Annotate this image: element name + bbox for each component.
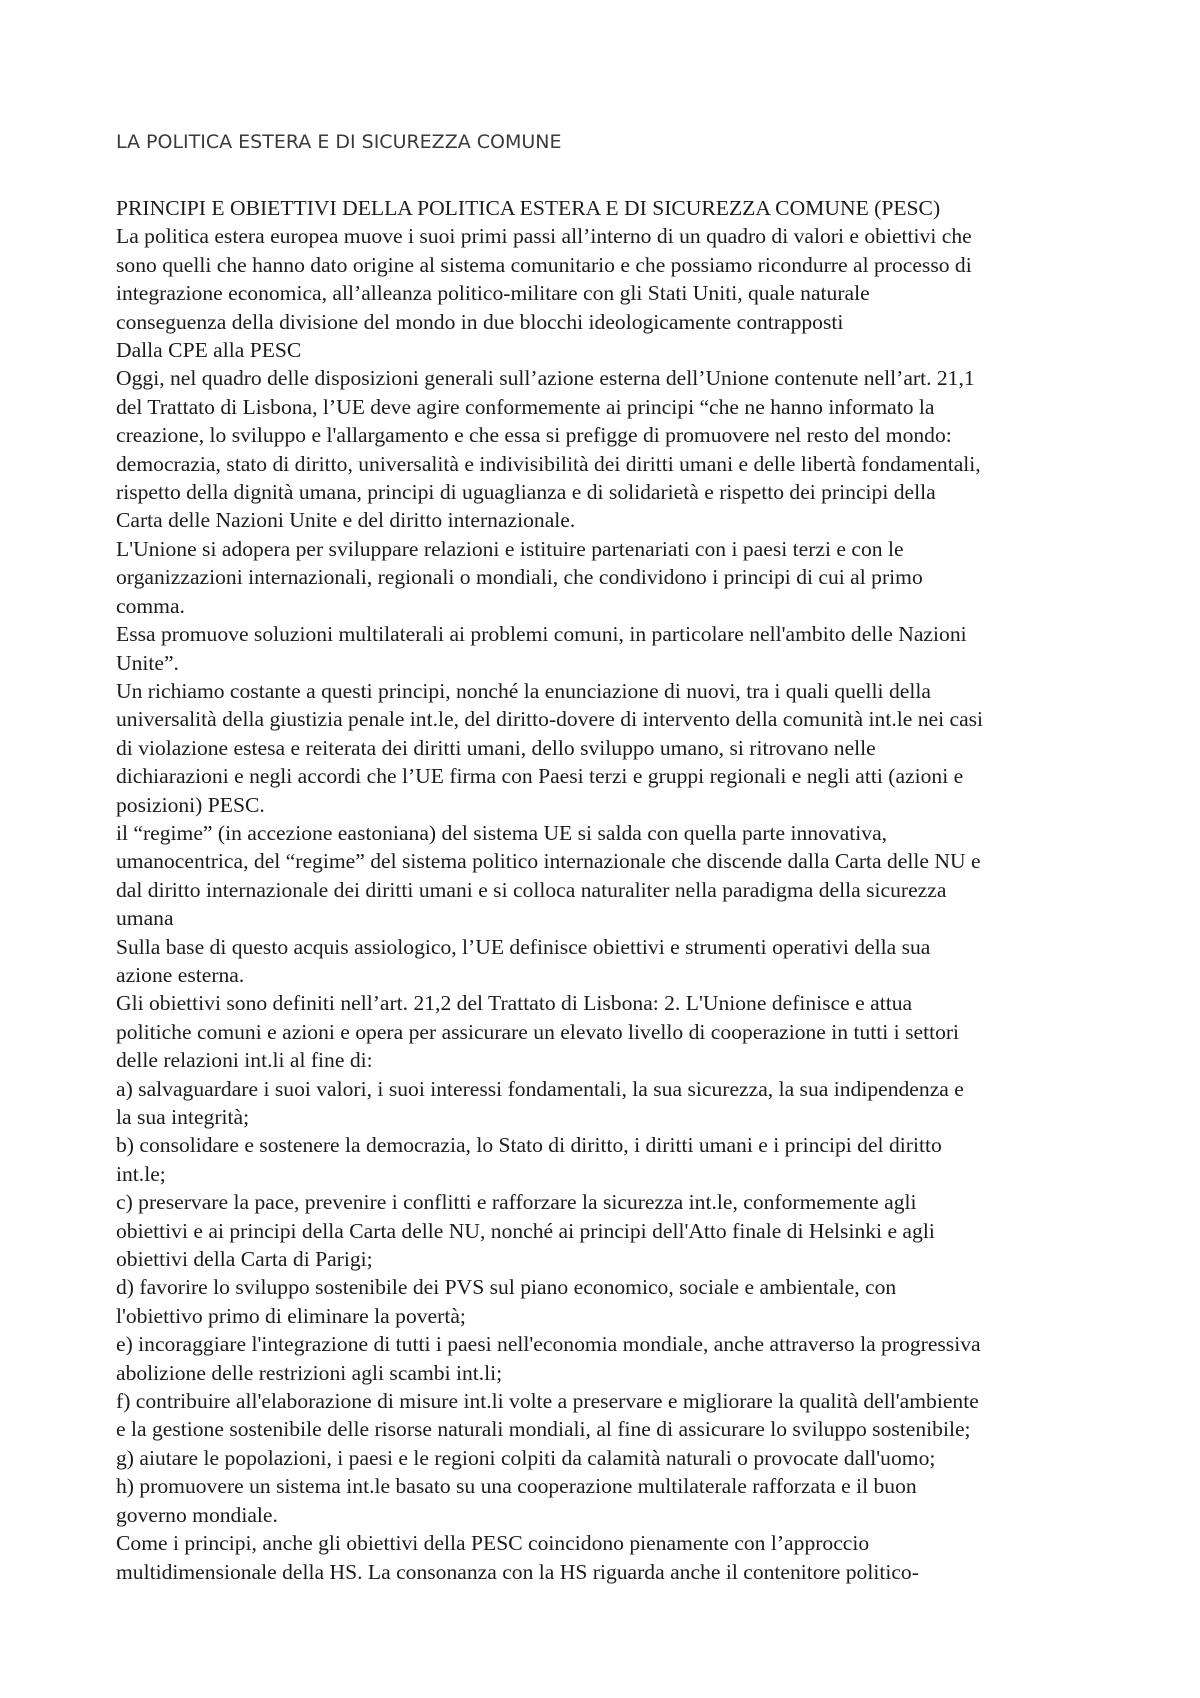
text-line: Carta delle Nazioni Unite e del diritto internazionale. [116,508,576,533]
text-line: c) preservare la pace, prevenire i conflitti e rafforzare la sicurezza int.le, conformemente agli [116,1190,917,1215]
text-line: rispetto della dignità umana, principi di uguaglianza e di solidarietà e rispetto dei principi della [116,480,936,505]
text-line: Come i principi, anche gli obiettivi della PESC coincidono pienamente con l’approccio [116,1531,870,1556]
text-line: Un richiamo costante a questi principi, nonché la enunciazione di nuovi, tra i quali quelli della [116,678,931,703]
text-line: di violazione estesa e reiterata dei diritti umani, dello sviluppo umano, si ritrovano nelle [116,735,876,760]
text-line: integrazione economica, all’alleanza politico-militare con gli Stati Uniti, quale naturale [116,281,870,306]
text-line: organizzazioni internazionali, regionali o mondiali, che condividono i principi di cui al primo [116,565,923,590]
document-title: LA POLITICA ESTERA E DI SICUREZZA COMUNE [116,131,562,153]
text-line: b) consolidare e sostenere la democrazia, lo Stato di diritto, i diritti umani e i principi del diritto [116,1133,942,1158]
text-line: a) salvaguardare i suoi valori, i suoi interessi fondamentali, la sua sicurezza, la sua indipendenza e [116,1076,964,1101]
text-line: umana [116,906,174,931]
text-line: Unite”. [116,650,179,675]
text-line: delle relazioni int.li al fine di: [116,1048,373,1073]
text-line: f) contribuire all'elaborazione di misure int.li volte a preservare e migliorare la qualità dell'ambiente [116,1389,979,1414]
text-line: dichiarazioni e negli accordi che l’UE firma con Paesi terzi e gruppi regionali e negli atti (azioni e [116,764,964,789]
text-line: Dalla CPE alla PESC [116,338,302,363]
text-line: posizioni) PESC. [116,792,265,817]
text-line: azione esterna. [116,962,245,987]
text-line: sono quelli che hanno dato origine al sistema comunitario e che possiamo ricondurre al processo di [116,252,972,277]
text-line: del Trattato di Lisbona, l’UE deve agire conformemente ai principi “che ne hanno informato la [116,394,935,419]
text-line: obiettivi della Carta di Parigi; [116,1247,373,1272]
text-line: PRINCIPI E OBIETTIVI DELLA POLITICA ESTERA E DI SICUREZZA COMUNE (PESC) [116,196,941,220]
text-line: abolizione delle restrizioni agli scambi int.li; [116,1360,503,1385]
text-line: e) incoraggiare l'integrazione di tutti i paesi nell'economia mondiale, anche attraverso la progressiva [116,1332,981,1357]
text-line: creazione, lo sviluppo e l'allargamento e che essa si prefigge di promuovere nel resto del mondo: [116,423,952,448]
text-line: governo mondiale. [116,1502,278,1527]
text-line: la sua integrità; [116,1105,250,1129]
text-line: d) favorire lo sviluppo sostenibile dei PVS sul piano economico, sociale e ambientale, con [116,1275,897,1300]
text-line: Gli obiettivi sono definiti nell’art. 21,2 del Trattato di Lisbona: 2. L'Unione definisce e attua [116,991,913,1016]
text-line: universalità della giustizia penale int.le, del diritto-dovere di intervento della comunità int.le nei casi [116,707,984,732]
text-line: obiettivi e ai principi della Carta delle NU, nonché ai principi dell'Atto finale di Helsinki e agli [116,1218,935,1243]
text-line: multidimensionale della HS. La consonanza con la HS riguarda anche il contenitore politico- [116,1559,919,1584]
text-line: umanocentrica, del “regime” del sistema politico internazionale che discende dalla Carta delle NU e [116,849,981,874]
text-line: g) aiutare le popolazioni, i paesi e le regioni colpiti da calamità naturali o provocate dall'uomo; [116,1445,936,1470]
text-line: politiche comuni e azioni e opera per assicurare un elevato livello di cooperazione in tutti i settori [116,1019,960,1044]
text-line: dal diritto internazionale dei diritti umani e si colloca naturaliter nella paradigma della sicurezza [116,877,947,902]
text-line: Oggi, nel quadro delle disposizioni generali sull’azione esterna dell’Unione contenute nell’art. 21,1 [116,366,975,391]
text-line: L'Unione si adopera per sviluppare relazioni e istituire partenariati con i paesi terzi e con le [116,536,904,561]
text-line: comma. [116,593,185,618]
document-body [116,194,1096,1586]
text-line: int.le; [116,1161,166,1186]
text-line: Essa promuove soluzioni multilaterali ai problemi comuni, in particolare nell'ambito delle Nazioni [116,622,967,647]
text-line: h) promuovere un sistema int.le basato su una cooperazione multilaterale rafforzata e il buon [116,1474,917,1499]
text-line: democrazia, stato di diritto, universalità e indivisibilità dei diritti umani e delle libertà fondamentali, [116,451,981,476]
text-line: e la gestione sostenibile delle risorse naturali mondiali, al fine di assicurare lo sviluppo sostenibile; [116,1417,971,1442]
text-line: l'obiettivo primo di eliminare la povertà; [116,1303,466,1328]
text-line: Sulla base di questo acquis assiologico, l’UE definisce obiettivi e strumenti operativi della sua [116,934,931,959]
text-line: La politica estera europea muove i suoi primi passi all’interno di un quadro di valori e obiettivi che [116,224,972,249]
text-line: il “regime” (in accezione eastoniana) del sistema UE si salda con quella parte innovativa, [116,820,888,845]
text-line: conseguenza della divisione del mondo in due blocchi ideologicamente contrapposti [116,309,844,334]
